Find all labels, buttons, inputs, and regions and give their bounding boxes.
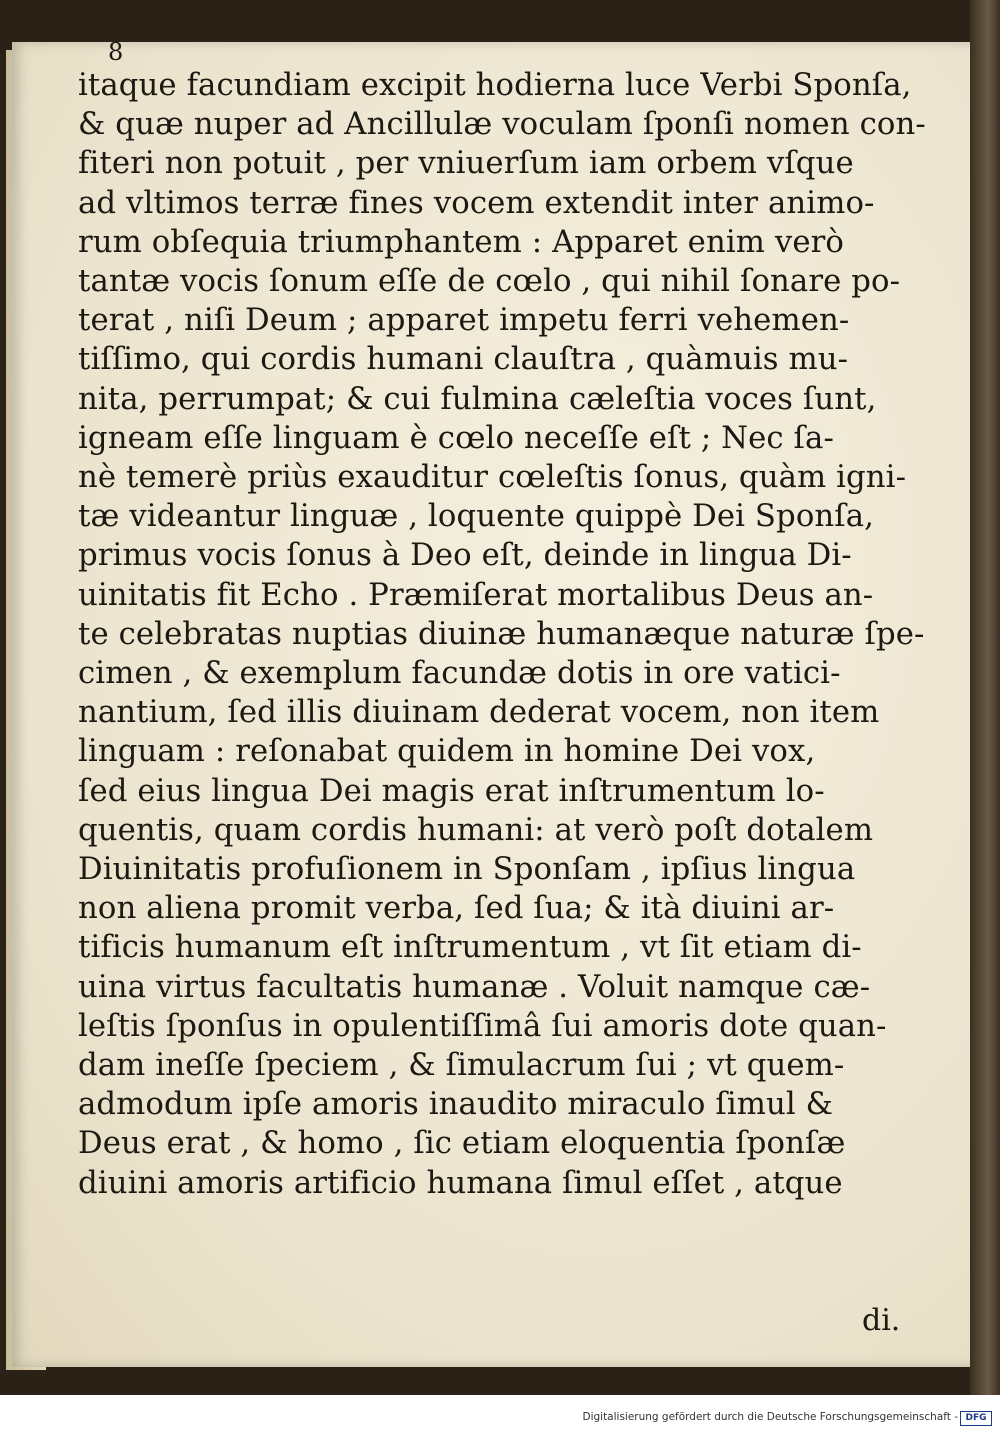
text-line: diuini amoris artificio humana ſimul eſſet , atque [78, 1164, 843, 1201]
text-line: ad vltimos terræ fines vocem extendit inter animo- [78, 184, 875, 221]
text-line: uinitatis fit Echo . Præmiſerat mortalibus Deus an- [78, 576, 874, 613]
text-line: Deus erat , & homo , ſic etiam eloquentia ſponſæ [78, 1125, 846, 1162]
text-line: tantæ vocis ſonum eſſe de cœlo , qui nihil ſonare po- [78, 263, 901, 300]
page-right-edge [970, 0, 1000, 1395]
page-number: 8 [108, 38, 124, 66]
text-line: igneam eſſe linguam è cœlo neceſſe eſt ; Nec ſa- [78, 419, 834, 456]
text-line: primus vocis ſonus à Deo eſt, deinde in lingua Di- [78, 537, 852, 574]
text-line: rum obſequia triumphantem : Apparet enim verò [78, 223, 844, 260]
footer-bar [0, 1409, 1000, 1429]
catchword: di. [862, 1303, 901, 1338]
text-line: nita, perrumpat; & cui fulmina cæleſtia voces ſunt, [78, 380, 877, 417]
text-line: nantium, ſed illis diuinam dederat vocem, non item [78, 694, 880, 731]
funding-credit: Digitalisierung gefördert durch die Deutsche Forschungsgemeinschaft - [582, 1411, 958, 1423]
text-line: admodum ipſe amoris inaudito miraculo ſimul & [78, 1086, 834, 1123]
text-line: ſed eius lingua Dei magis erat inſtrumentum lo- [78, 772, 825, 809]
text-line: linguam : reſonabat quidem in homine Dei vox, [78, 733, 816, 770]
text-line: te celebratas nuptias diuinæ humanæque naturæ ſpe- [78, 615, 925, 652]
text-line: uina virtus facultatis humanæ . Voluit namque cæ- [78, 968, 871, 1005]
body-text [78, 66, 958, 1203]
text-line: dam ineſſe ſpeciem , & ſimulacrum ſui ; vt quem- [78, 1047, 845, 1084]
text-line: quentis, quam cordis humani: at verò poſt dotalem [78, 811, 874, 848]
text-line: terat , niſi Deum ; apparet impetu ferri vehemen- [78, 302, 850, 339]
text-line: fiteri non potuit , per vniuerſum iam orbem vſque [78, 145, 854, 182]
text-line: non aliena promit verba, ſed ſua; & ità diuini ar- [78, 890, 835, 927]
text-line: itaque facundiam excipit hodierna luce Verbi Sponſa, [78, 67, 912, 103]
text-line: tificis humanum eſt inſtrumentum , vt ſit etiam di- [78, 929, 862, 966]
text-line: leſtis ſponſus in opulentiſſimâ ſui amoris dote quan- [78, 1007, 887, 1044]
dfg-logo: DFG [960, 1411, 992, 1426]
text-line: & quæ nuper ad Ancillulæ voculam ſponſi nomen con- [78, 106, 926, 143]
text-line: nè temerè priùs exauditur cœleſtis ſonus, quàm igni- [78, 459, 907, 496]
text-line: tiſſimo, qui cordis humani clauſtra , quàmuis mu- [78, 341, 849, 378]
text-line: Diuinitatis profuſionem in Sponſam , ipſius lingua [78, 851, 856, 888]
text-line: tæ videantur linguæ , loquente quippè Dei Sponſa, [78, 498, 875, 535]
text-line: cimen , & exemplum facundæ dotis in ore vatici- [78, 655, 841, 692]
